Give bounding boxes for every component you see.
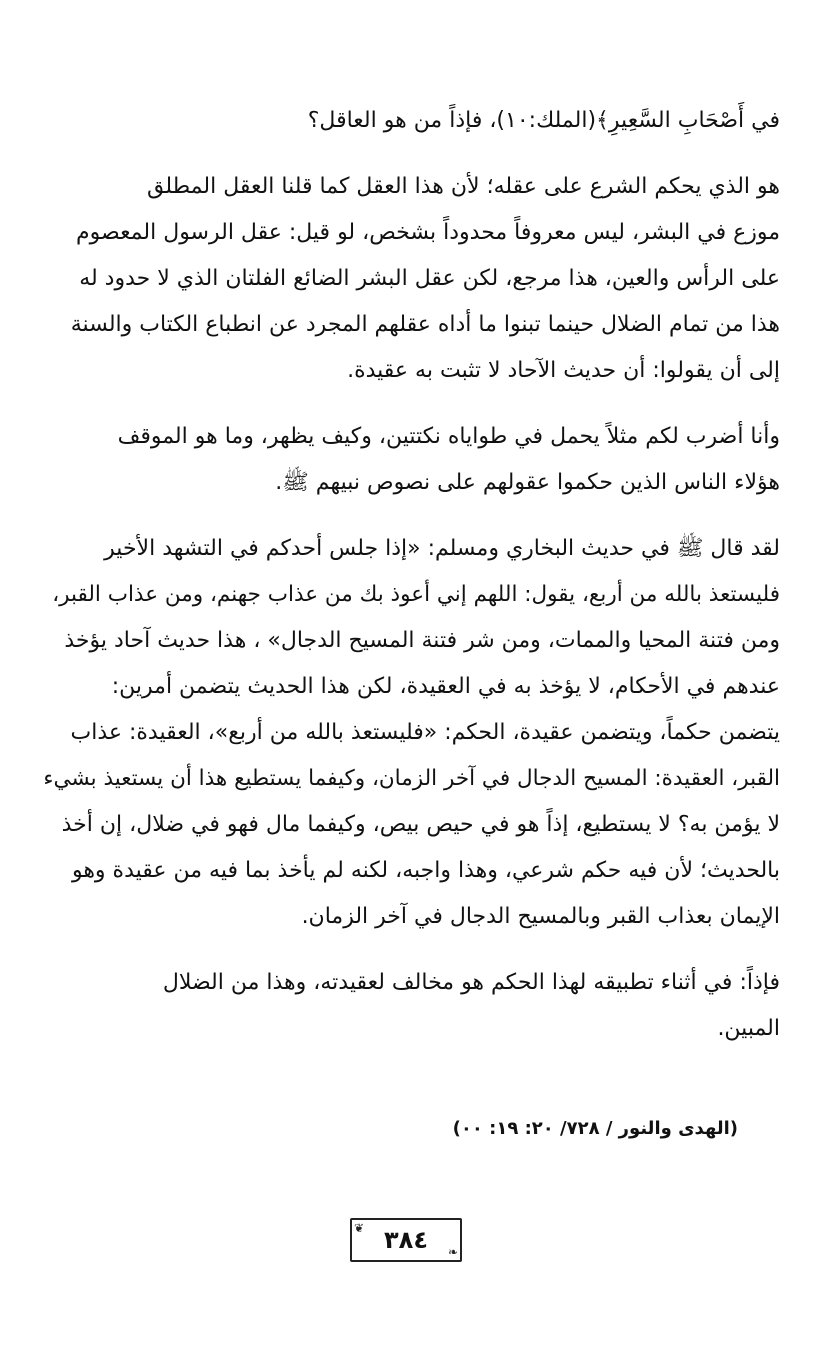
page-number-frame: [350, 1218, 462, 1262]
text-line: هو الذي يحكم الشرع على عقله؛ لأن هذا العقل كما قلنا العقل المطلق: [146, 174, 780, 199]
text-line: الإيمان بعذاب القبر وبالمسيح الدجال في آخر الزمان.: [301, 904, 780, 929]
text-line: على الرأس والعين، هذا مرجع، لكن عقل البشر الضائع الفلتان الذي لا حدود له: [79, 266, 780, 291]
text-line: ومن فتنة المحيا والممات، ومن شر فتنة المسيح الدجال» ، هذا حديث آحاد يؤخذ: [64, 628, 780, 653]
text-line: يتضمن حكماً، ويتضمن عقيدة، الحكم: «فليستعذ بالله من أربع»، العقيدة: عذاب: [70, 720, 780, 745]
text-line: فليستعذ بالله من أربع، يقول: اللهم إني أعوذ بك من عذاب جهنم، ومن عذاب القبر،: [52, 582, 780, 607]
body-text: [38, 98, 780, 1052]
corner-ornament-icon: ❧: [447, 1245, 458, 1259]
text-line: هذا من تمام الضلال حينما تبنوا ما أداه عقلهم المجرد عن انطباع الكتاب والسنة: [70, 312, 780, 337]
paragraph-4: [38, 526, 780, 940]
text-line: هؤلاء الناس الذين حكموا عقولهم على نصوص نبيهم ﷺ.: [275, 470, 780, 495]
text-line: المبين.: [717, 1016, 780, 1041]
text-line: بالحديث؛ لأن فيه حكم شرعي، وهذا واجبه، لكنه لم يأخذ بما فيه من عقيدة وهو: [71, 858, 780, 883]
text-line: لا يؤمن به؟ لا يستطيع، إذاً هو في حيص بيص، وكيفما مال فهو في ضلال، إن أخذ: [61, 812, 780, 837]
text-line: موزع في البشر، ليس معروفاً محدوداً بشخص، لو قيل: عقل الرسول المعصوم: [76, 220, 780, 245]
text-line: القبر، العقيدة: المسيح الدجال في آخر الزمان، وكيفما يستطيع هذا أن يستعيذ بشيء: [43, 766, 780, 791]
paragraph-2: [38, 164, 780, 394]
text-line: إلى أن يقولوا: أن حديث الآحاد لا تثبت به عقيدة.: [347, 358, 780, 383]
text-line: وأنا أضرب لكم مثلاً يحمل في طواياه نكتتين، وكيف يظهر، وما هو الموقف: [117, 424, 780, 449]
text-line: لقد قال ﷺ في حديث البخاري ومسلم: «إذا جلس أحدكم في التشهد الأخير: [104, 536, 780, 561]
corner-ornament-icon: ❦: [354, 1221, 365, 1235]
text-line: عندهم في الأحكام، لا يؤخذ به في العقيدة، لكن هذا الحديث يتضمن أمرين:: [111, 674, 780, 699]
text-line: فإذاً: في أثناء تطبيقه لهذا الحكم هو مخالف لعقيدته، وهذا من الضلال: [162, 970, 780, 995]
paragraph-5: [38, 960, 780, 1052]
paragraph-1: [38, 98, 780, 144]
text-line: في أَصْحَابِ السَّعِيرِ﴾(الملك:١٠)، فإذاً من هو العاقل؟: [307, 108, 780, 133]
paragraph-3: [38, 414, 780, 506]
page-number: ٣٨٤: [384, 1226, 428, 1254]
source-citation: (الهدى والنور / ٧٢٨/ ٢٠: ١٩: ٠٠): [452, 1118, 738, 1139]
